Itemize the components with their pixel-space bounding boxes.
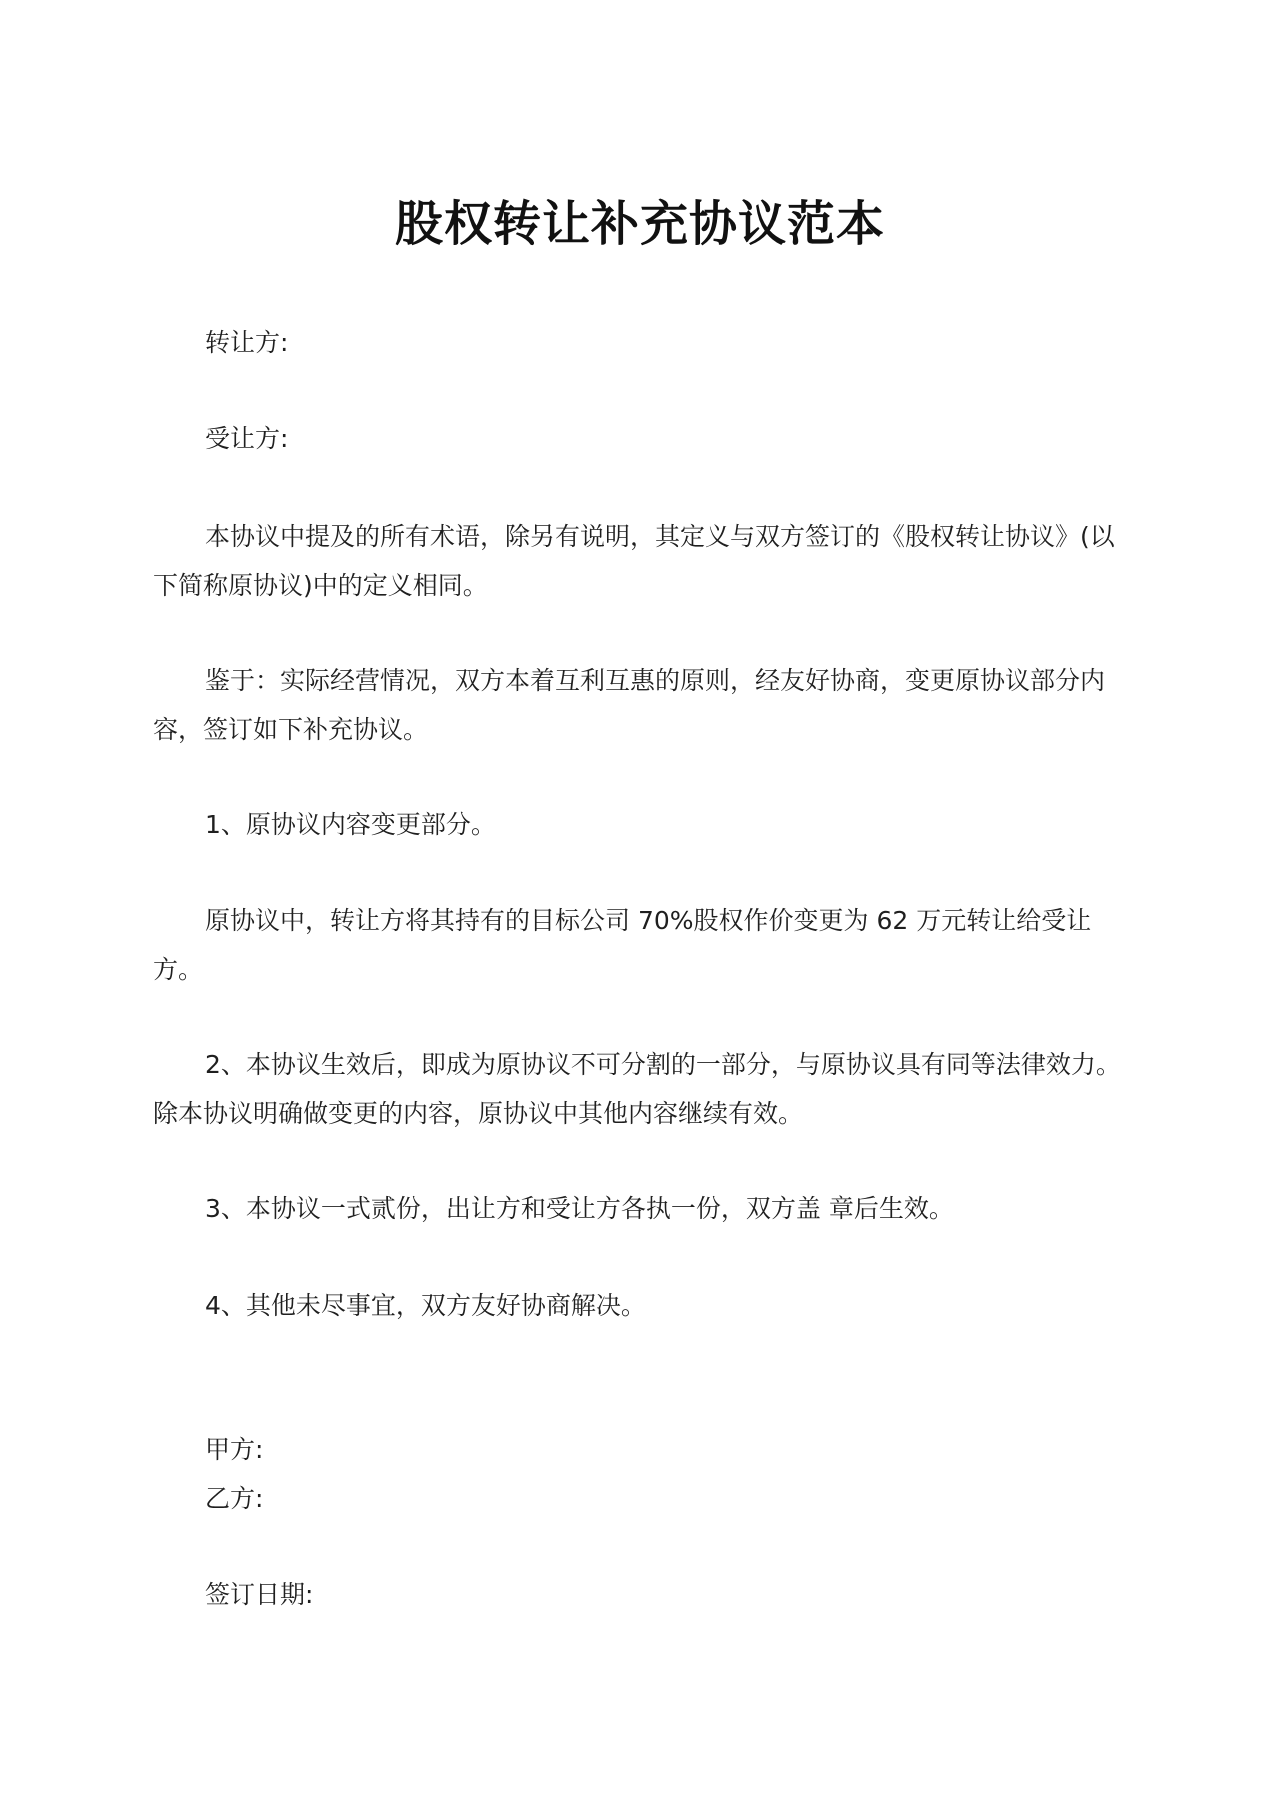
clause-1-body: 原协议中，转让方将其持有的目标公司 70%股权作价变更为 62 万元转让给受让方。 [153, 906, 1092, 984]
clause-3: 3、本协议一式贰份，出让方和受让方各执一份，双方盖 章后生效。 [205, 1194, 954, 1223]
clause-1-heading: 1、原协议内容变更部分。 [205, 810, 496, 839]
party-a-label: 甲方: [205, 1435, 264, 1464]
document-title: 股权转让补充协议范本 [394, 196, 885, 252]
sign-date-label: 签订日期: [205, 1580, 314, 1609]
transferor-label: 转让方: [205, 328, 289, 357]
transferee-label: 受让方: [205, 424, 289, 453]
clause-4: 4、其他未尽事宜，双方友好协商解决。 [205, 1291, 646, 1320]
terms-paragraph: 本协议中提及的所有术语，除另有说明，其定义与双方签订的《股权转让协议》(以下简称原协议)中的定义相同。 [153, 522, 1115, 600]
whereas-paragraph: 鉴于：实际经营情况，双方本着互利互惠的原则，经友好协商，变更原协议部分内容，签订如下补充协议。 [153, 666, 1106, 744]
party-b-label: 乙方: [205, 1484, 264, 1513]
clause-2: 2、本协议生效后，即成为原协议不可分割的一部分，与原协议具有同等法律效力。除本协议明确做变更的内容，原协议中其他内容继续有效。 [153, 1050, 1121, 1128]
